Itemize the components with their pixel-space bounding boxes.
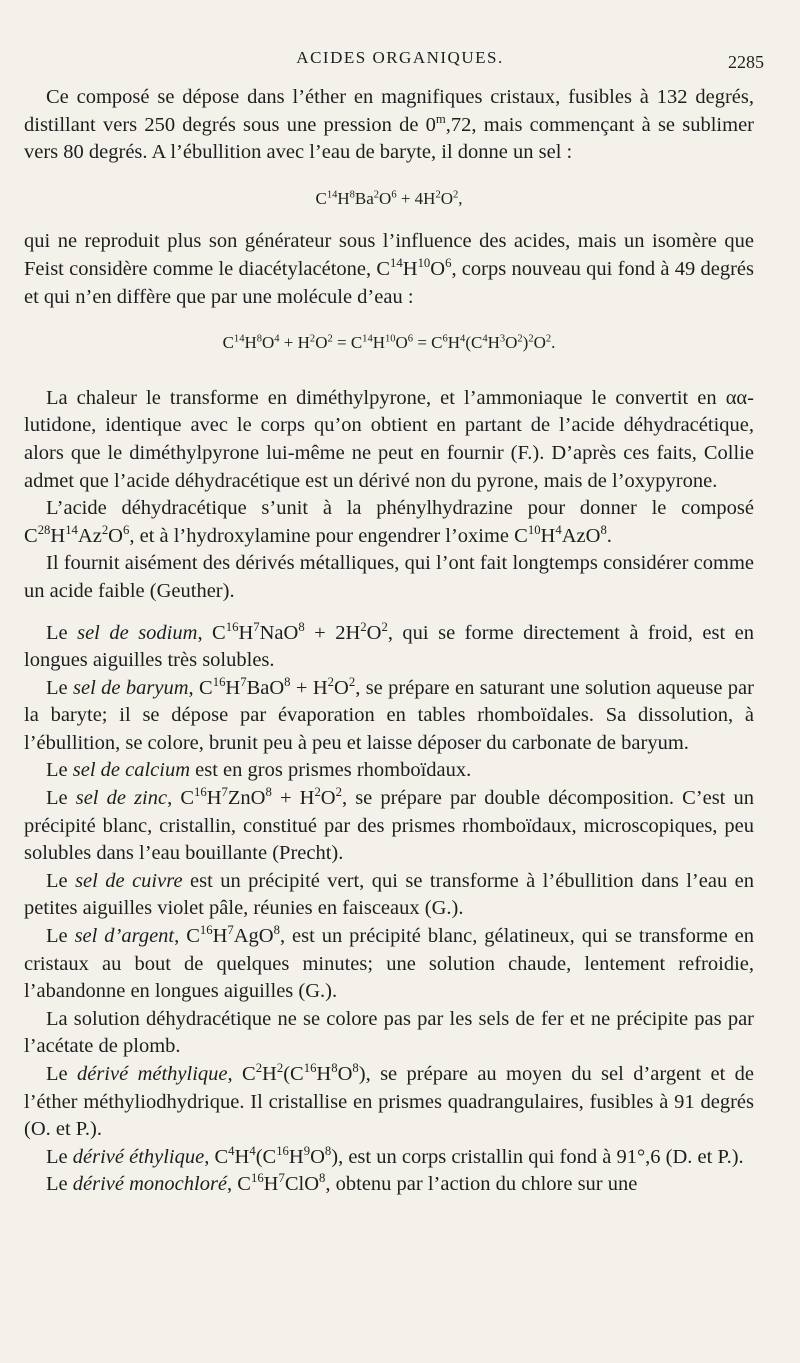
paragraph: Le sel de baryum, $C^{16}H^7BaO^8 + H^2O^2$, se prépare en saturant une solution aqueuse par la baryte; il se dépose par évaporation en tables rhomboïdales. Sa dissolution, à l’ébullition, se colore, brunit peu à peu et laisse déposer du carbonate de baryum.: [24, 674, 754, 754]
running-head: ACIDES ORGANIQUES.: [296, 48, 504, 67]
body-text: [24, 84, 754, 1199]
paragraph: Il fournit aisément des dérivés métalliques, qui l’ont fait longtemps considérer comme un acide faible (Geuther).: [24, 552, 754, 602]
paragraph: La solution déhydracétique ne se colore pas par les sels de fer et ne précipite pas par l’acétate de plomb.: [24, 1007, 754, 1058]
paragraph: qui ne reproduit plus son générateur sous l’influence des acides, mais un isomère que Feist considère comme le diacétylacétone, $C^{14}H^{10}O^6$, corps nouveau qui fond à 49 degrés et qui n’en diffère que par une molécule d’eau :: [24, 230, 754, 308]
paragraph: Ce composé se dépose dans l’éther en magnifiques cristaux, fusibles à 132 degrés, distillant vers 250 degrés sous une pression de 0$^m$,72, mais commençant à se sublimer vers 80 degrés. A l’ébullition avec l’eau de baryte, il donne un sel :: [24, 86, 754, 164]
paragraph: Le sel de calcium est en gros prismes rhomboïdaux.: [46, 759, 472, 782]
paragraph: La chaleur le transforme en diméthylpyrone, et l’ammoniaque le convertit en αα-lutidone, identique avec le corps qu’on obtient en partant de l’acide déhydracétique, alors que le diméthylpyrone lui-même ne peut en fournir (F.). D’après ces faits, Collie admet que l’acide déhydracétique est un dérivé non du pyrone, mais de l’oxypyrone.: [24, 386, 754, 492]
paragraph: Le sel de sodium, $C^{16}H^7NaO^8 + 2H^2O^2$, qui se forme directement à froid, est en longues aiguilles très solubles.: [24, 619, 754, 672]
page-number: 2285: [728, 52, 764, 72]
paragraph: Le dérivé monochloré, $C^{16}H^7ClO^8$, obtenu par l’action du chlore sur une: [46, 1171, 638, 1196]
paragraph: Le sel d’argent, $C^{16}H^7AgO^8$, est un précipité blanc, gélatineux, qui se transforme en cristaux au bout de quelques minutes; une solution chaude, lentement refroidie, l’abandonne en longues aiguilles (G.).: [24, 923, 754, 1003]
paragraph: Le sel de cuivre est un précipité vert, qui se transforme à l’ébullition dans l’eau en petites aiguilles violet pâle, réunies en faisceaux (G.).: [24, 869, 754, 920]
paragraph: Le sel de zinc, $C^{16}H^7ZnO^8 + H^2O^2$, se prépare par double décomposition. C’est un précipité blanc, cristallin, constitué par des prismes rhomboïdaux, microscopiques, peu solubles dans l’eau bouillante (Precht).: [24, 785, 754, 865]
formula-line: $C^{14}H^8O^4 + H^2O^2 = C^{14}H^{10}O^6 = C^6H^4(C^4H^3O^2)^2O^2$.: [222, 333, 556, 353]
paragraph: Le dérivé méthylique, $C^2H^2(C^{16}H^8O^8)$, se prépare au moyen du sel d’argent et de l’éther méthyliodhydrique. Il cristallise en prismes quadrangulaires, fusibles à 91 degrés (O. et P.).: [24, 1061, 754, 1141]
paragraph: L’acide déhydracétique s’unit à la phénylhydrazine pour donner le composé $C^{28}H^{14}Az^2O^6$, et à l’hydroxylamine pour engendrer l’oxime $C^{10}H^4AzO^8$.: [24, 497, 754, 547]
page-header: [0, 42, 800, 72]
formula-line: $C^{14}H^8Ba^2O^6 + 4H^2O^2$,: [315, 188, 463, 208]
paragraph: Le dérivé éthylique, $C^4H^4(C^{16}H^9O^8)$, est un corps cristallin qui fond à 91°,6 (D. et P.).: [46, 1143, 744, 1168]
